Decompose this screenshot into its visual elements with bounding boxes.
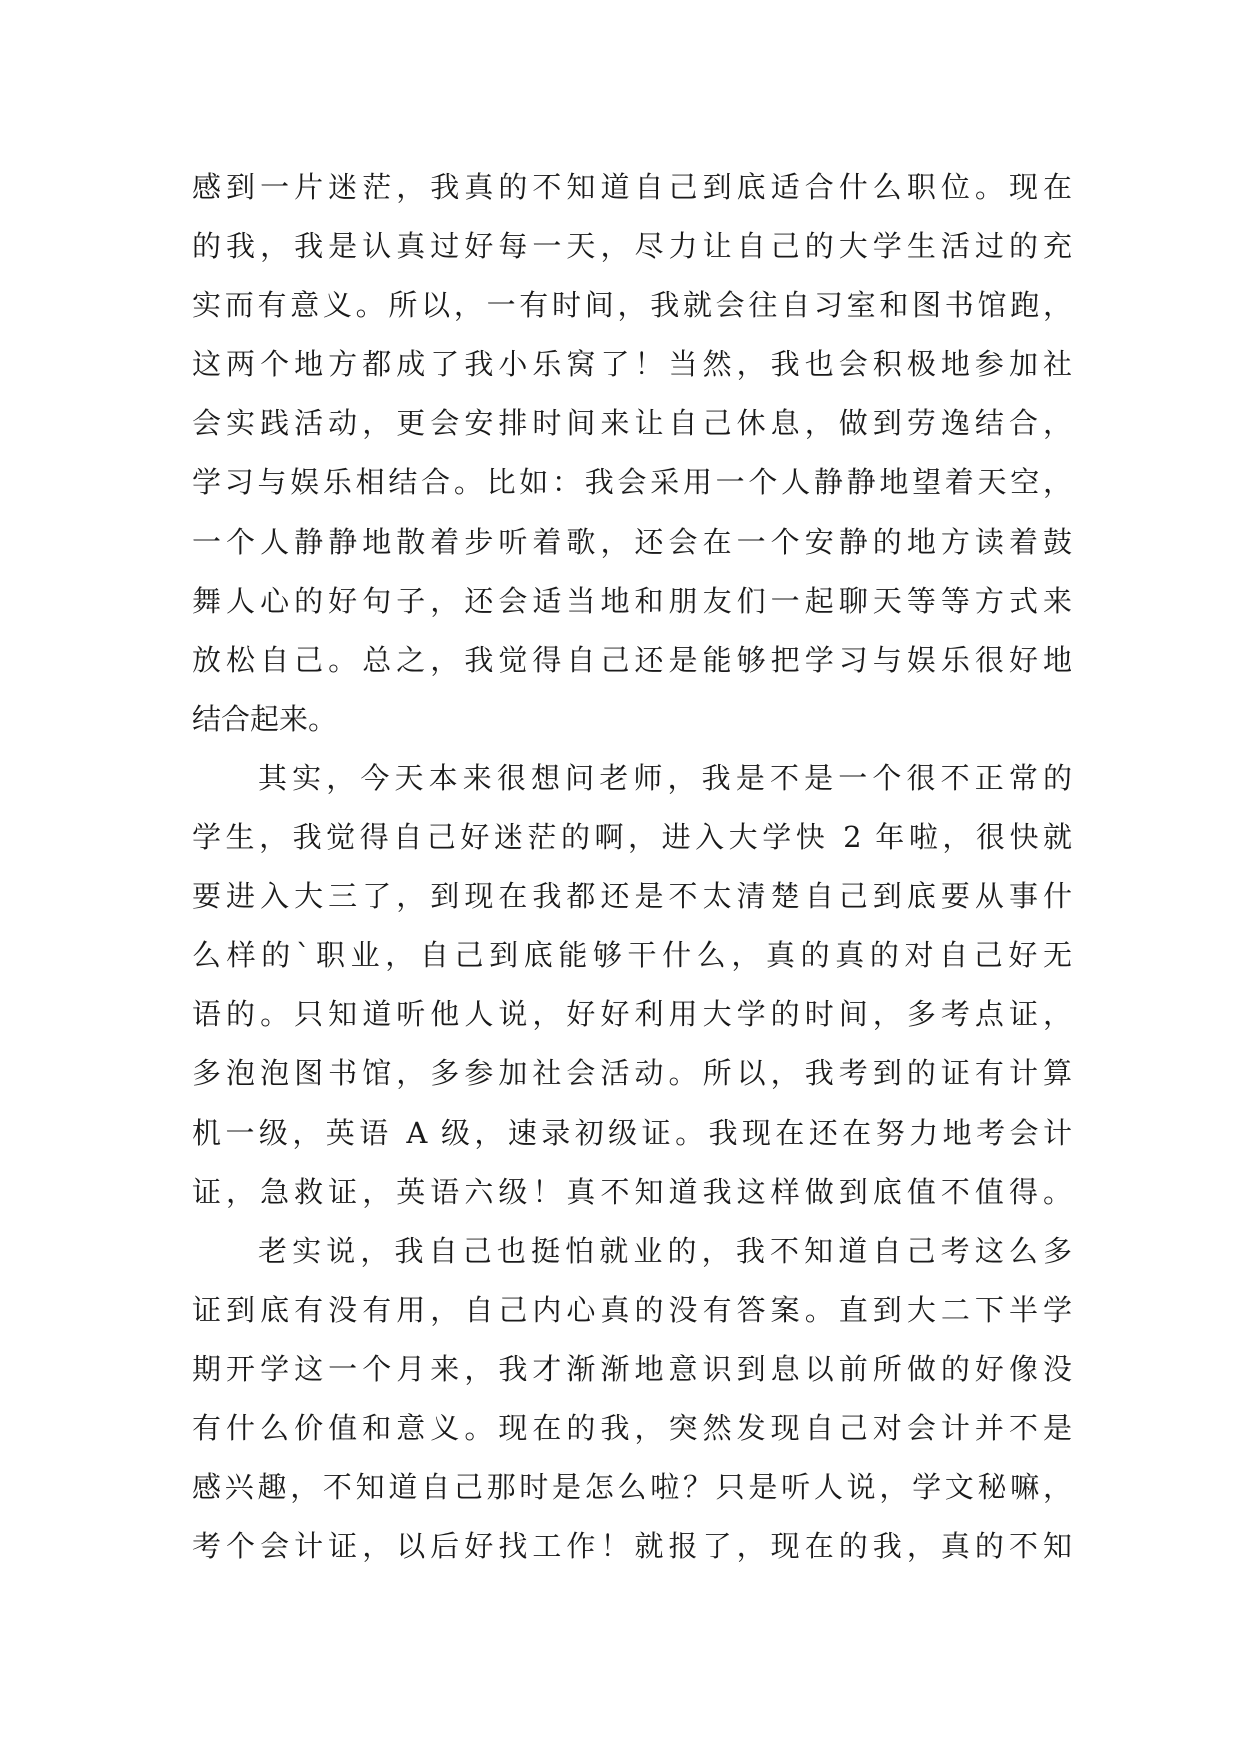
text-line: 期开学这一个月来，我才渐渐地意识到息以前所做的好像没 — [192, 1351, 1072, 1386]
text-line: 感到一片迷茫，我真的不知道自己到底适合什么职位。现在 — [192, 170, 1072, 204]
body-text — [192, 158, 1072, 1576]
paragraph-start-line: 其实，今天本来很想问老师，我是不是一个很不正常的 — [258, 760, 1072, 795]
text-line: 放松自己。总之，我觉得自己还是能够把学习与娱乐很好地 — [192, 642, 1072, 677]
text-line: 要进入大三了，到现在我都还是不太清楚自己到底要从事什 — [192, 879, 1072, 914]
text-line: 学习与娱乐相结合。比如：我会采用一个人静静地望着天空， — [192, 465, 1072, 500]
text-line: 实而有意义。所以，一有时间，我就会往自习室和图书馆跑， — [192, 288, 1072, 323]
text-line: 舞人心的好句子，还会适当地和朋友们一起聊天等等方式来 — [192, 583, 1072, 618]
text-line: 机一级，英语 A 级，速录初级证。我现在还在努力地考会计 — [192, 1115, 1072, 1150]
text-line: 考个会计证，以后好找工作！就报了，现在的我，真的不知 — [192, 1529, 1072, 1564]
text-line: 一个人静静地散着步听着歌，还会在一个安静的地方读着鼓 — [192, 524, 1072, 559]
text-line: 这两个地方都成了我小乐窝了！当然，我也会积极地参加社 — [192, 347, 1072, 382]
text-line: 证到底有没有用，自己内心真的没有答案。直到大二下半学 — [192, 1292, 1072, 1327]
text-line: 结合起来。 — [192, 701, 338, 736]
text-line: 证，急救证，英语六级！真不知道我这样做到底值不值得。 — [192, 1174, 1072, 1209]
text-line: 语的。只知道听他人说，好好利用大学的时间，多考点证， — [192, 997, 1072, 1032]
text-line: 会实践活动，更会安排时间来让自己休息，做到劳逸结合， — [192, 406, 1072, 441]
text-line: 感兴趣，不知道自己那时是怎么啦？只是听人说，学文秘嘛， — [192, 1470, 1072, 1505]
text-line: 学生，我觉得自己好迷茫的啊，进入大学快 2 年啦，很快就 — [192, 820, 1072, 855]
text-line: 有什么价值和意义。现在的我，突然发现自己对会计并不是 — [192, 1410, 1072, 1445]
text-line: 的我，我是认真过好每一天，尽力让自己的大学生活过的充 — [192, 229, 1072, 264]
paragraph-start-line: 老实说，我自己也挺怕就业的，我不知道自己考这么多 — [258, 1233, 1072, 1268]
text-line: 多泡泡图书馆，多参加社会活动。所以，我考到的证有计算 — [192, 1056, 1072, 1091]
text-line: 么样的`职业，自己到底能够干什么，真的真的对自己好无 — [192, 938, 1072, 973]
